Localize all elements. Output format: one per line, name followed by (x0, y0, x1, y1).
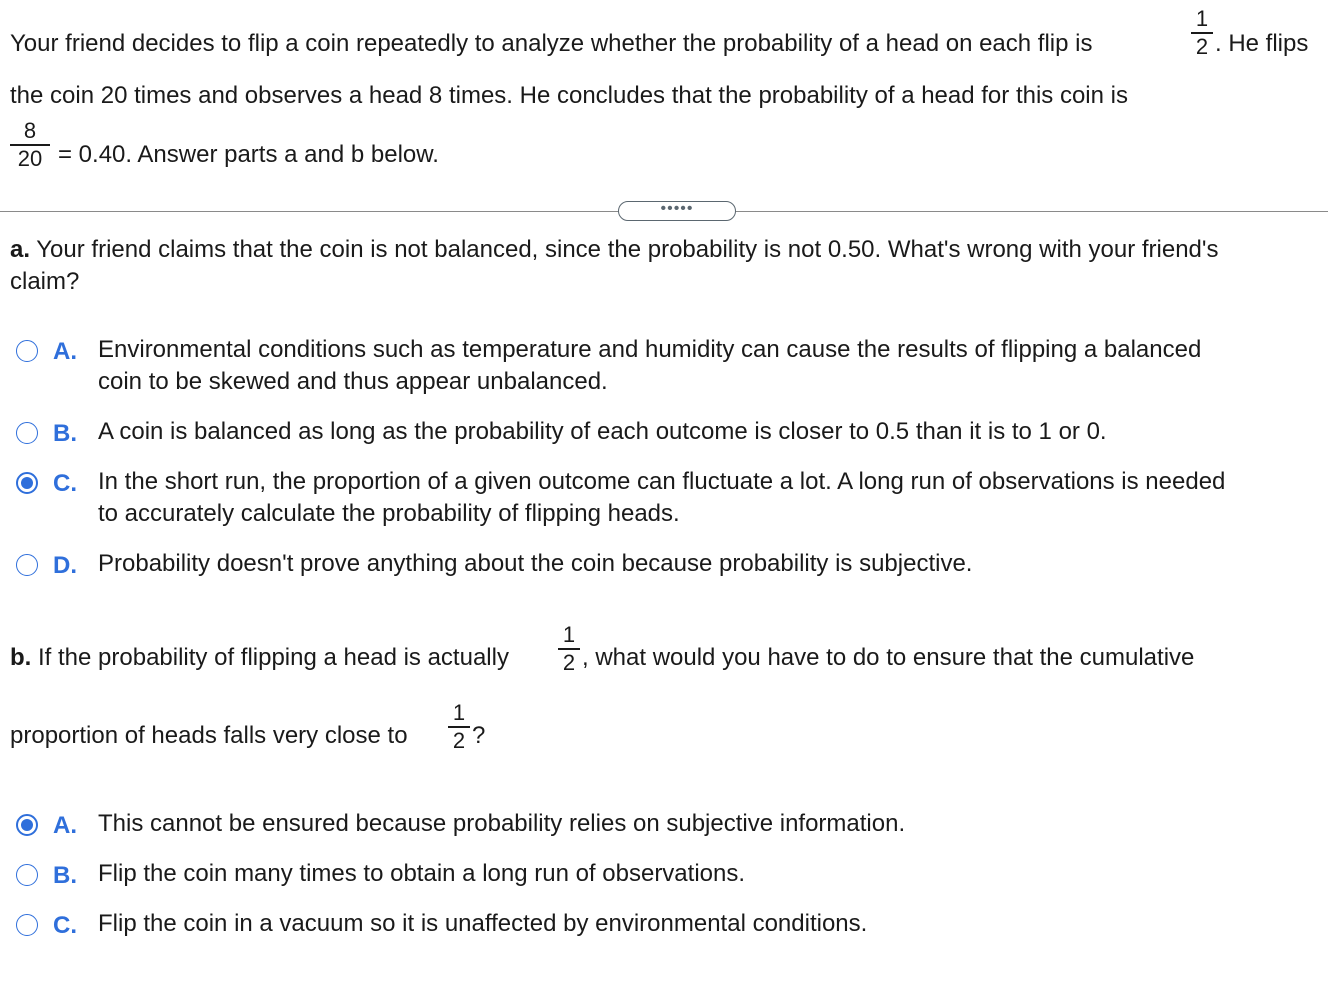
option-text: Probability doesn't prove anything about the coin because probability is subjective. (98, 550, 973, 577)
option-text: This cannot be ensured because probability relies on subjective information. (98, 810, 906, 837)
option-letter: C. (53, 912, 77, 939)
part-a-question-text: Your friend claims that the coin is not balanced, since the probability is not 0.50. What's wrong with your friend's (36, 236, 1219, 263)
option-text (98, 466, 1225, 530)
option-letter: B. (53, 420, 77, 447)
part-b-line-2: proportion of heads falls very close to (10, 722, 408, 749)
option-text-line-2: to accurately calculate the probability of flipping heads. (98, 500, 680, 527)
option-letter: A. (53, 338, 77, 365)
option-text-line-1: In the short run, the proportion of a given outcome can fluctuate a lot. A long run of observations is needed (98, 468, 1226, 495)
intro-fraction-one-half (1191, 8, 1213, 58)
part-b-question-text: If the probability of flipping a head is actually (38, 644, 509, 671)
radio-button-c-selected[interactable] (16, 472, 38, 494)
part-b-question-after: , what would you have to do to ensure that the cumulative (582, 644, 1195, 671)
radio-button-a[interactable] (16, 340, 38, 362)
fraction-numerator: 1 (452, 700, 466, 725)
option-letter: B. (53, 862, 77, 889)
fraction-denominator: 2 (562, 650, 576, 675)
option-letter: C. (53, 470, 77, 497)
option-text: Flip the coin many times to obtain a long run of observations. (98, 860, 746, 887)
option-text-line-2: coin to be skewed and thus appear unbalanced. (98, 368, 608, 395)
radio-button-c[interactable] (16, 914, 38, 936)
part-a-question-line-2: claim? (10, 268, 80, 295)
part-b-question-line-1 (10, 644, 509, 672)
part-b-fraction-one-half (558, 624, 580, 674)
option-text: Flip the coin in a vacuum so it is unaffected by environmental conditions. (98, 910, 868, 937)
option-letter: A. (53, 812, 77, 839)
fraction-denominator: 2 (452, 728, 466, 753)
part-a-label: a. (10, 236, 31, 263)
intro-line-3-after: = 0.40. Answer parts a and b below. (58, 141, 439, 168)
option-text (98, 334, 1201, 398)
intro-line-1 (10, 30, 1092, 58)
part-a-question-line-1 (10, 236, 1218, 264)
expand-toggle-button[interactable]: ••••• (618, 201, 736, 221)
radio-button-b[interactable] (16, 864, 38, 886)
intro-fraction-8-20 (10, 120, 50, 170)
fraction-denominator: 20 (17, 146, 43, 171)
option-text-line-1: Environmental conditions such as temperature and humidity can cause the results of flipping a balanced (98, 336, 1202, 363)
fraction-denominator: 2 (1195, 34, 1209, 59)
radio-button-b[interactable] (16, 422, 38, 444)
fraction-numerator: 1 (562, 622, 576, 647)
part-b-line-2-after: ? (472, 722, 486, 749)
radio-button-a-selected[interactable] (16, 814, 38, 836)
fraction-numerator: 1 (1195, 6, 1209, 31)
option-letter: D. (53, 552, 77, 579)
part-b-label: b. (10, 644, 32, 671)
option-text: A coin is balanced as long as the probability of each outcome is closer to 0.5 than it is to 1 or 0. (98, 418, 1107, 445)
radio-button-d[interactable] (16, 554, 38, 576)
part-b-fraction-one-half-2 (448, 702, 470, 752)
intro-line-2: the coin 20 times and observes a head 8 times. He concludes that the probability of a head for this coin is (10, 82, 1128, 109)
intro-line-1-text: Your friend decides to flip a coin repeatedly to analyze whether the probability of a head on each flip is (10, 30, 1093, 57)
fraction-numerator: 8 (23, 118, 37, 143)
intro-line-1-after: . He flips (1215, 30, 1309, 57)
